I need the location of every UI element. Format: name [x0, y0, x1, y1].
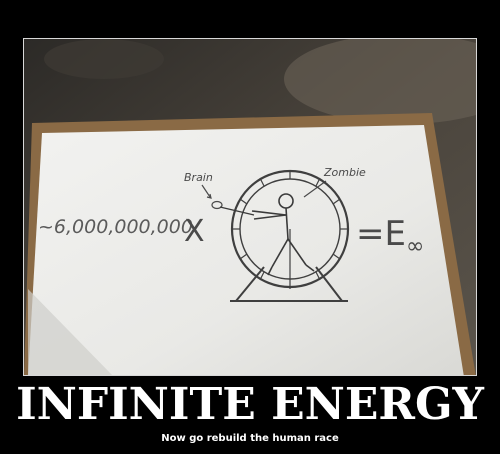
carpet-shadow — [44, 39, 164, 79]
zombie-label: Zombie — [324, 166, 366, 179]
sketch-multiply: X — [184, 214, 205, 249]
sketch-result: =E — [356, 214, 406, 254]
photo — [23, 38, 477, 376]
whiteboard-photo — [24, 39, 477, 376]
poster-caption: Now go rebuild the human race — [161, 433, 339, 444]
sketch-number: ~6,000,000,000 — [38, 216, 193, 238]
brain-label: Brain — [184, 171, 213, 184]
sketch-infinity: ∞ — [406, 234, 425, 259]
poster-title: INFINITE ENERGY — [16, 379, 484, 430]
